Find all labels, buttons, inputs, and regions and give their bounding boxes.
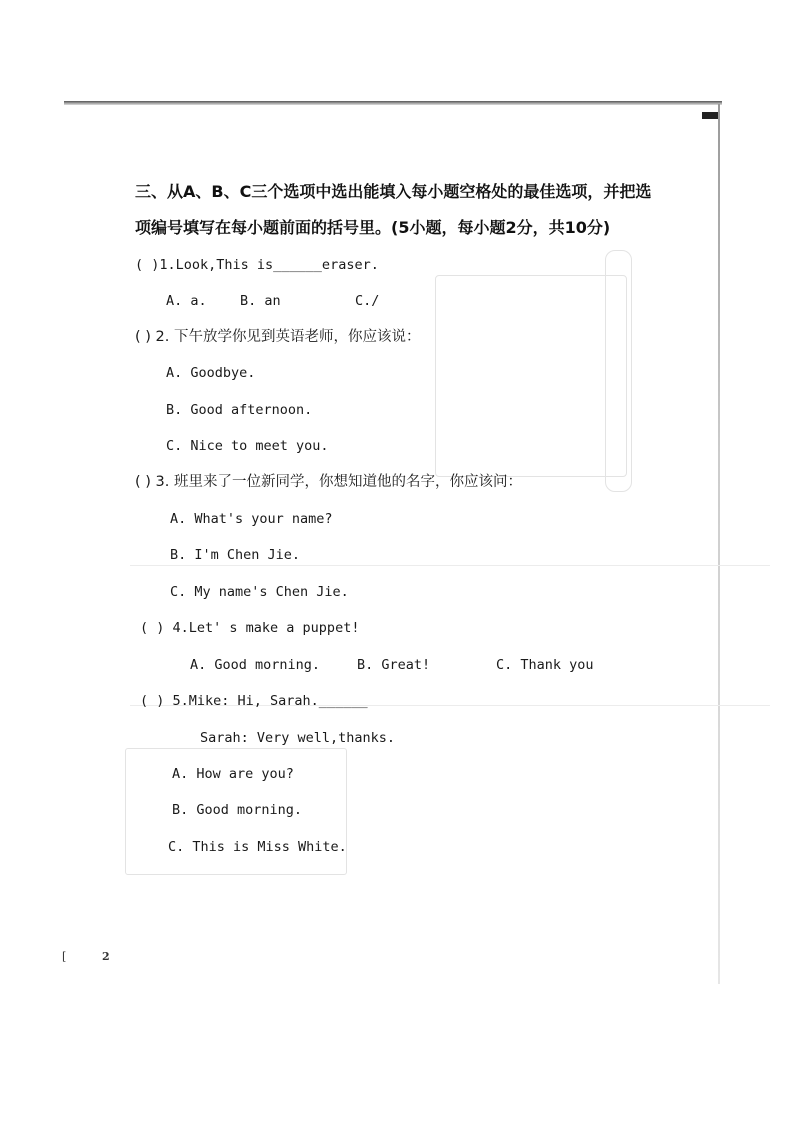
question-4-option-b: B. Great! — [357, 657, 431, 673]
scan-top-rule — [64, 101, 722, 105]
question-3-option-b: B. I'm Chen Jie. — [170, 547, 301, 563]
question-5-reply: Sarah: Very well,thanks. — [200, 730, 396, 746]
question-2-option-c: C. Nice to meet you. — [166, 438, 329, 454]
question-5-option-c: C. This is Miss White. — [168, 839, 347, 855]
question-3-option-c: C. My name's Chen Jie. — [170, 584, 349, 600]
question-5-option-b: B. Good morning. — [172, 802, 303, 818]
question-4-option-a: A. Good morning. — [190, 657, 321, 673]
page-number: 2 — [102, 950, 110, 963]
section-heading-line-1: 三、从A、B、C三个选项中选出能填入每小题空格处的最佳选项，并把选 — [135, 182, 652, 201]
section-heading-line-2: 项编号填写在每小题前面的括号里。(5小题，每小题2分，共10分) — [135, 218, 611, 237]
footer-bracket: [ — [62, 950, 67, 963]
page-footer — [62, 950, 110, 963]
question-1-option-b: B. an — [240, 293, 281, 309]
question-5-stem: ( ) 5.Mike: Hi, Sarah.______ — [140, 693, 368, 709]
question-4-stem: ( ) 4.Let' s make a puppet! — [140, 620, 360, 636]
question-2-option-b: B. Good afternoon. — [166, 402, 313, 418]
scan-right-edge — [718, 104, 720, 984]
scan-corner-mark — [702, 112, 718, 119]
question-3-stem: ( ) 3. 班里来了一位新同学，你想知道他的名字，你应该问： — [135, 474, 522, 490]
question-1-stem: ( )1.Look,This is______eraser. — [135, 257, 379, 273]
bleed-through-frame — [435, 275, 627, 477]
question-1-option-a: A. a. — [166, 293, 207, 309]
question-1-option-c: C./ — [355, 293, 380, 309]
bleed-through-line — [130, 565, 770, 566]
question-2-option-a: A. Goodbye. — [166, 365, 256, 381]
question-3-option-a: A. What's your name? — [170, 511, 333, 527]
question-2-stem: ( ) 2. 下午放学你见到英语老师，你应该说： — [135, 329, 421, 345]
question-4-option-c: C. Thank you — [496, 657, 594, 673]
question-5-option-a: A. How are you? — [172, 766, 294, 782]
